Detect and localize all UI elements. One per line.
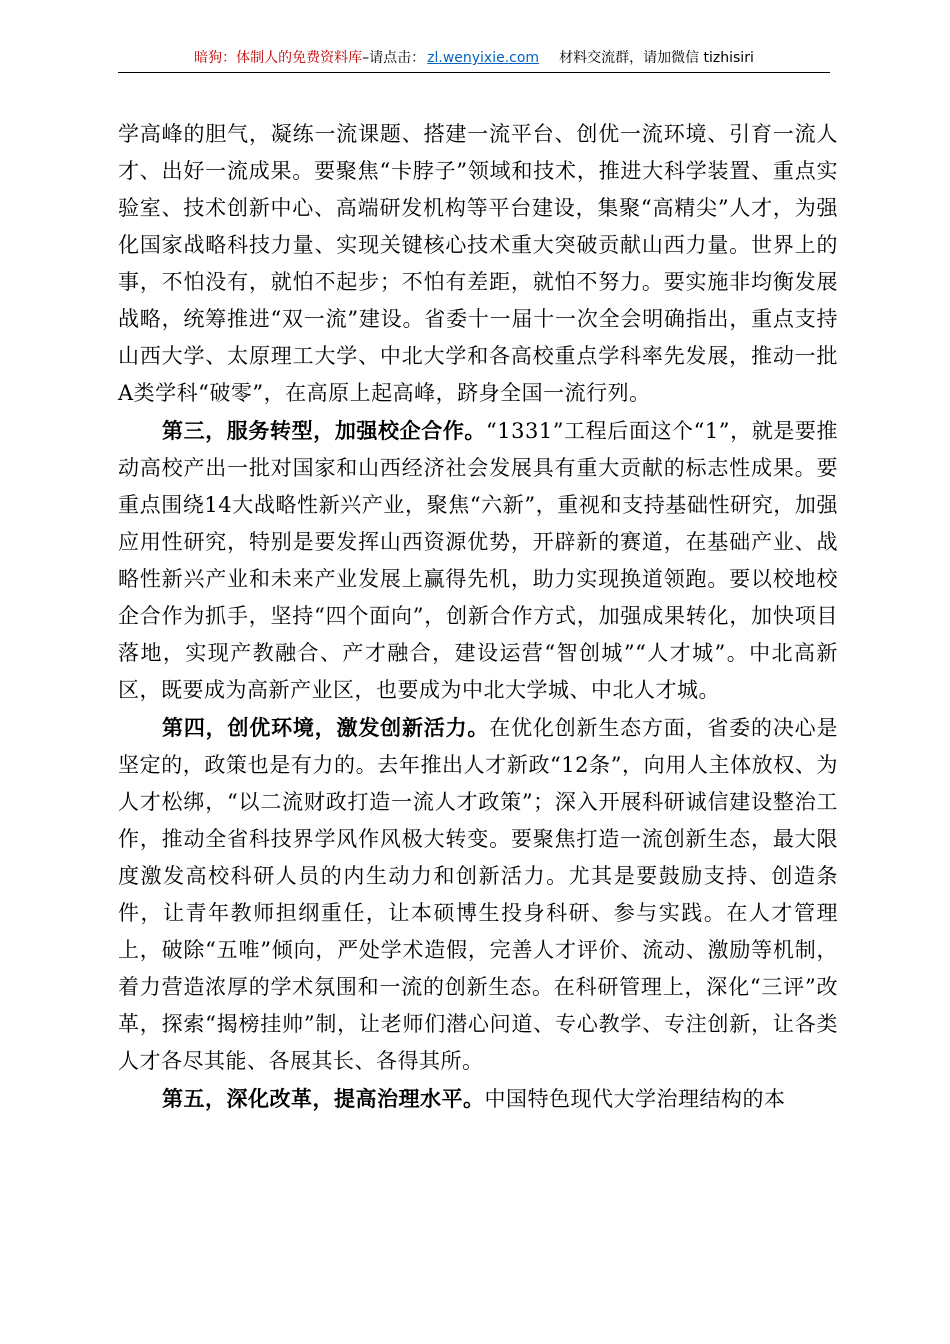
paragraph-text: 中国特色现代大学治理结构的本 xyxy=(484,1087,786,1111)
document-body xyxy=(118,116,838,1118)
paragraph-fifth xyxy=(118,1080,838,1118)
paragraph-heading: 第三，服务转型，加强校企合作。 xyxy=(162,418,487,443)
header-wechat-note: 材料交流群，请加微信 tizhisiri xyxy=(559,50,754,66)
paragraph-heading: 第四，创优环境，激发创新活力。 xyxy=(162,715,490,740)
header-brand: 暗狗：体制人的免费资料库 xyxy=(194,50,363,66)
page-header xyxy=(118,44,830,73)
paragraph-text: “1331”工程后面这个“1”，就是要推动高校产出一批对国家和山西经济社会发展具有重大贡献的标志性成果。要重点围绕14大战略性新兴产业，聚焦“六新”，重视和支持基础性研究，加强应用性研究，特别是要发挥山西资源优势，开辟新的赛道，在基础产业、战略性新兴产业和未来产业发展上赢得先机，助力实现换道领跑。要以校地校企合作为抓手，坚持“四个面向”，创新合作方式，加强成果转化，加快项目落地，实现产教融合、产才融合，建设运营“智创城”“人才城”。中北高新区，既要成为高新产业区，也要成为中北大学城、中北人才城。 xyxy=(118,419,839,702)
paragraph-fourth xyxy=(118,709,838,1080)
paragraph-heading: 第五，深化改革，提高治理水平。 xyxy=(162,1086,485,1111)
paragraph-continuation xyxy=(118,116,838,412)
paragraph-text: 在优化创新生态方面，省委的决心是坚定的，政策也是有力的。去年推出人才新政“12条”，向用人主体放权、为人才松绑，“以二流财政打造一流人才政策”；深入开展科研诚信建设整治工作，推动全省科技界学风作风极大转变。要聚焦打造一流创新生态，最大限度激发高校科研人员的内生动力和创新活力。尤其是要鼓励支持、创造条件，让青年教师担纲重任，让本硕博生投身科研、参与实践。在人才管理上，破除“五唯”倾向，严处学术造假，完善人才评价、流动、激励等机制，着力营造浓厚的学术氛围和一流的创新生态。在科研管理上，深化“三评”改革，探索“揭榜挂帅”制，让老师们潜心问道、专心教学、专注创新，让各类人才各尽其能、各展其长、各得其所。 xyxy=(118,716,838,1073)
header-prompt: –请点击： xyxy=(362,50,426,66)
paragraph-third xyxy=(118,412,838,709)
paragraph-text: 学高峰的胆气，凝练一流课题、搭建一流平台、创优一流环境、引育一流人才、出好一流成果。要聚焦“卡脖子”领域和技术，推进大科学装置、重点实验室、技术创新中心、高端研发机构等平台建设，集聚“高精尖”人才，为强化国家战略科技力量、实现关键核心技术重大突破贡献山西力量。世界上的事，不怕没有，就怕不起步；不怕有差距，就怕不努力。要实施非均衡发展战略，统筹推进“双一流”建设。省委十一届十一次全会明确指出，重点支持山西大学、太原理工大学、中北大学和各高校重点学科率先发展，推动一批A类学科“破零”，在高原上起高峰，跻身全国一流行列。 xyxy=(118,122,838,405)
header-link[interactable]: zl.wenyixie.com xyxy=(427,50,540,66)
